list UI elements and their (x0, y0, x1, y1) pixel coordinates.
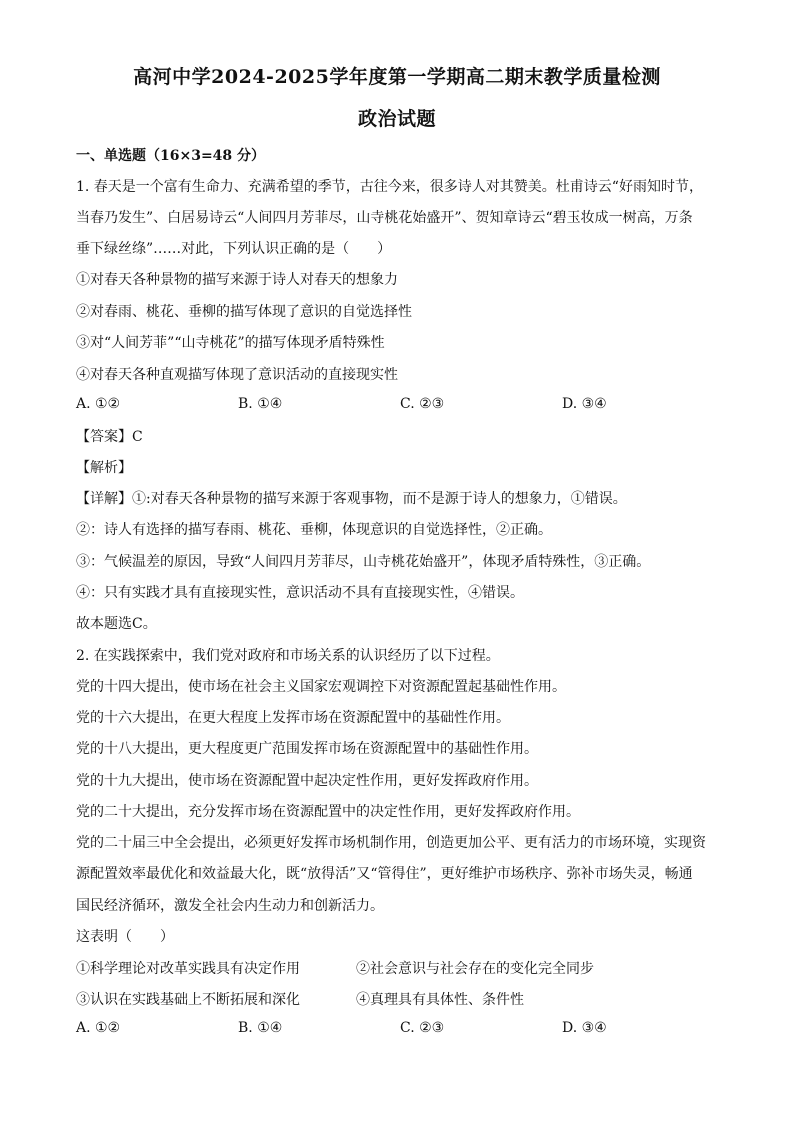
q1-option-a: A. ①② (76, 396, 121, 412)
q1-item: ④对春天各种直观描写体现了意识活动的直接现实性 (76, 367, 398, 383)
q1-answer: 【答案】C (76, 429, 143, 445)
q1-stem-line: 当春乃发生”、白居易诗云“人间四月芳菲尽，山寺桃花始盛开”、贺知章诗云“碧玉妆成一树高，万条 (76, 210, 693, 226)
q1-conclusion: 故本题选C。 (76, 616, 157, 632)
q2-option-d: D. ③④ (562, 1020, 607, 1036)
q1-detail-line: ③：气候温差的原因，导致“人间四月芳菲尽，山寺桃花始盛开”，体现矛盾特殊性，③正确。 (76, 554, 651, 570)
section-heading: 一、单选题（16×3=48 分） (76, 148, 266, 164)
exam-title: 高河中学2024-2025学年度第一学期高二期末教学质量检测 (133, 66, 661, 88)
q1-analysis-label: 【解析】 (76, 460, 132, 476)
q2-stem-line: 党的十八大提出，更大程度更广范围发挥市场在资源配置中的基础性作用。 (76, 741, 538, 757)
q1-option-c: C. ②③ (400, 396, 445, 412)
q2-item: ①科学理论对改革实践具有决定作用 (76, 961, 300, 977)
q1-detail-line: ④：只有实践才具有直接现实性，意识活动不具有直接现实性，④错误。 (76, 585, 524, 601)
q2-stem-line: 源配置效率最优化和效益最大化，既“放得活”又“管得住”，更好维护市场秩序、弥补市场失灵，畅通 (76, 866, 693, 882)
q2-stem-line: 这表明（ ） (76, 929, 174, 945)
q2-stem-line: 党的十六大提出，在更大程度上发挥市场在资源配置中的基础性作用。 (76, 710, 510, 726)
q2-option-c: C. ②③ (400, 1020, 445, 1036)
q2-stem-line: 党的二十大提出，充分发挥市场在资源配置中的决定性作用，更好发挥政府作用。 (76, 804, 580, 820)
q2-stem-line: 2. 在实践探索中，我们党对政府和市场关系的认识经历了以下过程。 (76, 648, 500, 664)
q2-stem-line: 党的二十届三中全会提出，必须更好发挥市场机制作用，创造更加公平、更有活力的市场环境，实现资 (76, 835, 706, 851)
q2-stem-line: 党的十九大提出，使市场在资源配置中起决定性作用，更好发挥政府作用。 (76, 773, 538, 789)
q1-stem-line: 垂下绿丝绦”……对此，下列认识正确的是（ ） (76, 241, 392, 257)
q2-option-b: B. ①④ (238, 1020, 283, 1036)
q1-detail-line: 【详解】①:对春天各种景物的描写来源于客观事物，而不是源于诗人的想象力，①错误。 (76, 491, 627, 507)
q2-item: ③认识在实践基础上不断拓展和深化 (76, 992, 300, 1008)
q2-stem-line: 国民经济循环，激发全社会内生动力和创新活力。 (76, 898, 384, 914)
q1-option-d: D. ③④ (562, 396, 607, 412)
q1-item: ③对“人间芳菲”“山寺桃花”的描写体现矛盾特殊性 (76, 335, 385, 351)
q2-item: ④真理具有具体性、条件性 (356, 992, 524, 1008)
q2-item: ②社会意识与社会存在的变化完全同步 (356, 961, 594, 977)
q1-option-b: B. ①④ (238, 396, 283, 412)
q1-item: ①对春天各种景物的描写来源于诗人对春天的想象力 (76, 272, 398, 288)
q1-detail-line: ②：诗人有选择的描写春雨、桃花、垂柳，体现意识的自觉选择性，②正确。 (76, 522, 552, 538)
q1-stem-line: 1. 春天是一个富有生命力、充满希望的季节，古往今来，很多诗人对其赞美。杜甫诗云“好雨知时节， (76, 179, 703, 195)
exam-subtitle: 政治试题 (357, 108, 436, 130)
q2-stem-line: 党的十四大提出，使市场在社会主义国家宏观调控下对资源配置起基础性作用。 (76, 679, 566, 695)
q2-option-a: A. ①② (76, 1020, 121, 1036)
q1-item: ②对春雨、桃花、垂柳的描写体现了意识的自觉选择性 (76, 304, 412, 320)
